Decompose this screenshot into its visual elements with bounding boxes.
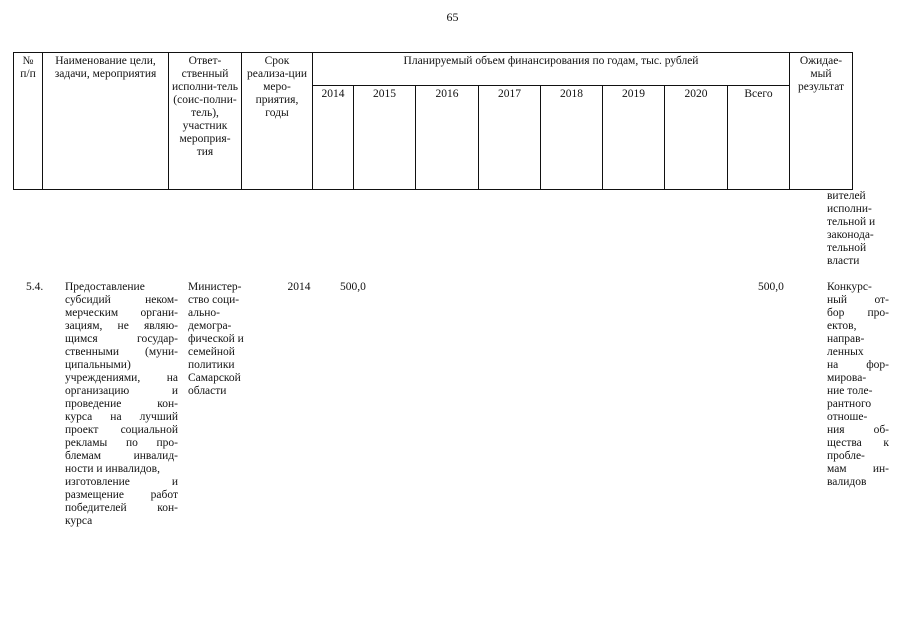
header-result: Ожидае-мый результат [790,53,853,190]
header-pp: № п/п [14,53,43,190]
row-responsible-line: Самарской [188,372,241,384]
row-result-line: валидов [827,476,867,488]
continuation-result-line: тельной [827,242,867,254]
row-result-line: Конкурс- [827,281,872,293]
row-result-line: ектов, [827,320,857,332]
header-year-2015: 2015 [354,86,416,190]
row-name-line: проект социальной [65,424,178,436]
header-year-2014: 2014 [313,86,354,190]
row-result-line: мирова- [827,372,867,384]
row-result [827,281,889,489]
page-number: 65 [446,10,459,24]
row-name [65,281,178,528]
row-responsible-line: ство соци- [188,294,240,306]
table-header [13,52,853,190]
header-financing: Планируемый объем финансирования по годам, тыс. рублей [313,53,790,86]
row-name-line: блемам инвалид- [65,450,178,462]
row-result-line: направ- [827,333,865,345]
row-name-line: организацию и [65,385,178,397]
continuation-result [827,190,893,268]
row-term: 2014 [287,281,311,293]
row-amount-2014: 500,0 [340,281,366,293]
row-name-line: проведение кон- [65,398,178,410]
row-name-line: субсидий неком- [65,294,178,306]
row-name-line: рекламы по про- [65,437,178,449]
header-year-2016: 2016 [416,86,479,190]
header-year-2017: 2017 [479,86,541,190]
row-result-line: ния об- [827,424,889,436]
row-responsible-line: политики [188,359,235,371]
row-result-line: бор про- [827,307,889,319]
row-result-line: ние толе- [827,385,873,397]
row-result-line: на фор- [827,359,889,371]
header-total: Всего [728,86,790,190]
row-responsible [188,281,258,398]
continuation-result-line: законода- [827,229,874,241]
row-name-line: учреждениями, на [65,372,178,384]
row-result-line: рантного [827,398,872,410]
row-responsible-line: демогра- [188,320,232,332]
row-responsible-line: фической и [188,333,244,345]
header-year-2018: 2018 [541,86,603,190]
row-number: 5.4. [26,281,44,293]
row-result-line: ленных [827,346,864,358]
row-responsible-line: семейной [188,346,235,358]
header-responsible: Ответ-ственный исполни-тель (соис-полни-тель), участник мероприя-тия [169,53,242,190]
row-name-line: мерческим органи- [65,307,178,319]
header-name: Наименование цели, задачи, мероприятия [43,53,169,190]
row-name-line: изготовление и [65,476,178,488]
row-name-line: ственными (муни- [65,346,178,358]
row-total: 500,0 [758,281,784,293]
row-result-line: пробле- [827,450,865,462]
row-result-line: щества к [827,437,889,449]
header-term: Срок реализа-ции меро-приятия, годы [242,53,313,190]
continuation-result-line: вителей [827,190,866,202]
row-name-line: щимся государ- [65,333,178,345]
row-name-line: ципальными) [65,359,131,371]
row-responsible-line: Министер- [188,281,242,293]
header-year-2020: 2020 [665,86,728,190]
row-name-line: ности и инвалидов, [65,463,160,475]
row-name-line: курса [65,515,93,527]
row-responsible-line: области [188,385,227,397]
row-name-line: зациям, не являю- [65,320,178,332]
row-name-line: размещение работ [65,489,178,501]
row-result-line: отноше- [827,411,868,423]
row-name-line: победителей кон- [65,502,178,514]
continuation-result-line: исполни- [827,203,872,215]
row-responsible-line: ально- [188,307,220,319]
row-name-line: Предоставление [65,281,145,293]
row-result-line: мам ин- [827,463,889,475]
header-year-2019: 2019 [603,86,665,190]
continuation-result-line: власти [827,255,860,267]
row-name-line: курса на лучший [65,411,178,423]
row-result-line: ный от- [827,294,889,306]
continuation-result-line: тельной и [827,216,876,228]
